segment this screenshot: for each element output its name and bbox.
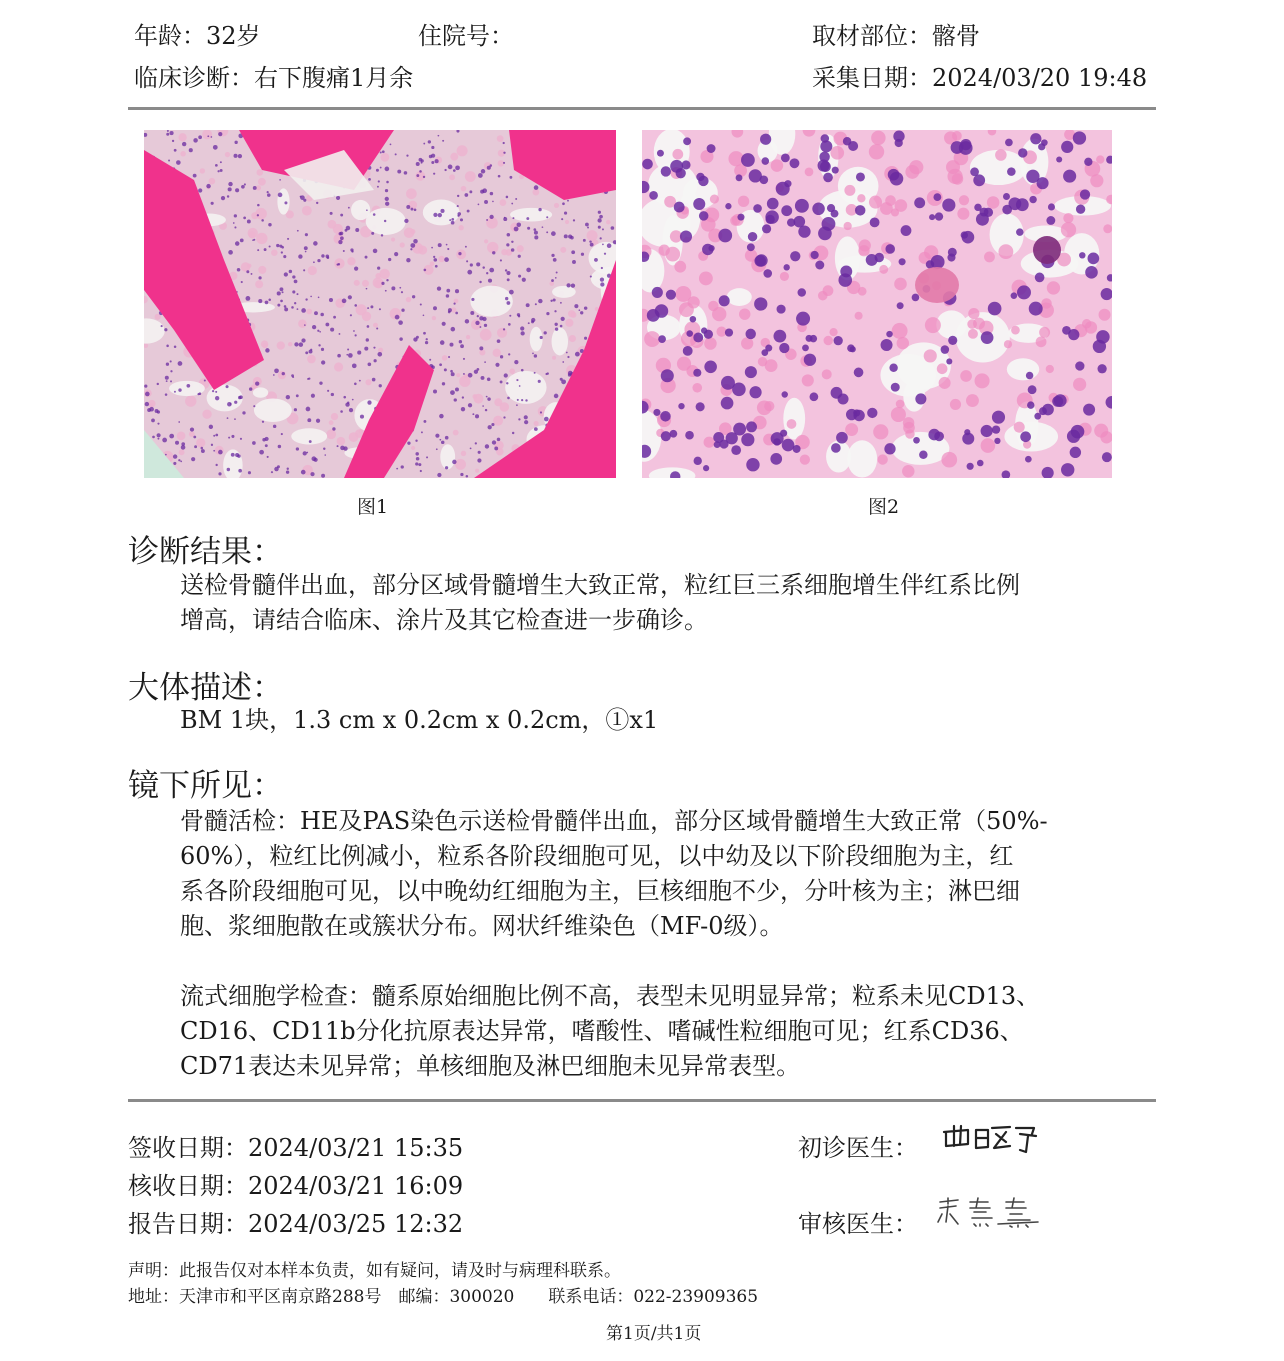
figure-1-caption: 图1 [357,496,389,518]
microscopic-title: 镜下所见： [128,768,283,804]
collection-date-field: 采集日期：2024/03/20 19:48 [812,64,1148,92]
gross-line: BM 1块，1.3 cm x 0.2cm x 0.2cm，①x1 [180,706,659,734]
address-text: 地址：天津市和平区南京路288号 邮编：300020 联系电话：022-23909365 [128,1287,759,1307]
gross-description-title: 大体描述： [128,670,283,706]
gross-description-text [180,703,1160,738]
diagnosis-line: 送检骨髓伴出血，部分区域骨髓增生大致正常，粒红巨三系细胞增生伴红系比例 [180,571,1020,599]
micro-line: 60%），粒红比例减小，粒系各阶段细胞可见，以中幼及以下阶段细胞为主，红 [180,842,1014,870]
micro-line: 胞、浆细胞散在或簇状分布。网状纤维染色（MF-0级）。 [180,912,784,940]
sampling-site-field: 取材部位：髂骨 [812,22,980,50]
histology-image-1 [144,130,616,478]
micro-line: 流式细胞学检查：髓系原始细胞比例不高，表型未见明显异常；粒系未见CD13、 [180,982,1041,1010]
review-doctor-signature [934,1194,1044,1230]
paragraph-gap [180,944,1160,979]
figure-2-caption: 图2 [868,496,900,518]
age-field: 年龄：32岁 [134,22,261,50]
footer-divider [128,1099,1156,1102]
page-indicator: 第1页/共1页 [606,1324,702,1344]
report-date-field: 报告日期：2024/03/25 12:32 [128,1210,464,1238]
clinical-diagnosis-field: 临床诊断：右下腹痛1月余 [134,64,414,92]
first-doctor-signature [940,1120,1040,1160]
micro-line: 骨髓活检：HE及PAS染色示送检骨髓伴出血，部分区域骨髓增生大致正常（50%- [180,807,1048,835]
diagnosis-text [180,568,1160,638]
review-doctor-label: 审核医生： [798,1210,918,1238]
sign-date-field: 签收日期：2024/03/21 15:35 [128,1134,464,1162]
header-divider [128,107,1156,110]
micro-line: CD71表达未见异常；单核细胞及淋巴细胞未见异常表型。 [180,1052,801,1080]
first-doctor-label: 初诊医生： [798,1134,918,1162]
inpatient-number-field: 住院号： [418,22,514,50]
diagnosis-title: 诊断结果： [128,534,283,570]
microscopic-text [180,804,1160,1084]
disclaimer-text: 声明：此报告仅对本样本负责，如有疑问，请及时与病理科联系。 [128,1261,621,1281]
check-date-field: 核收日期：2024/03/21 16:09 [128,1172,464,1200]
micro-line: 系各阶段细胞可见，以中晚幼红细胞为主，巨核细胞不少，分叶核为主；淋巴细 [180,877,1020,905]
diagnosis-line: 增高，请结合临床、涂片及其它检查进一步确诊。 [180,606,708,634]
micro-line: CD16、CD11b分化抗原表达异常，嗜酸性、嗜碱性粒细胞可见；红系CD36、 [180,1017,1024,1045]
histology-image-2 [642,130,1112,478]
